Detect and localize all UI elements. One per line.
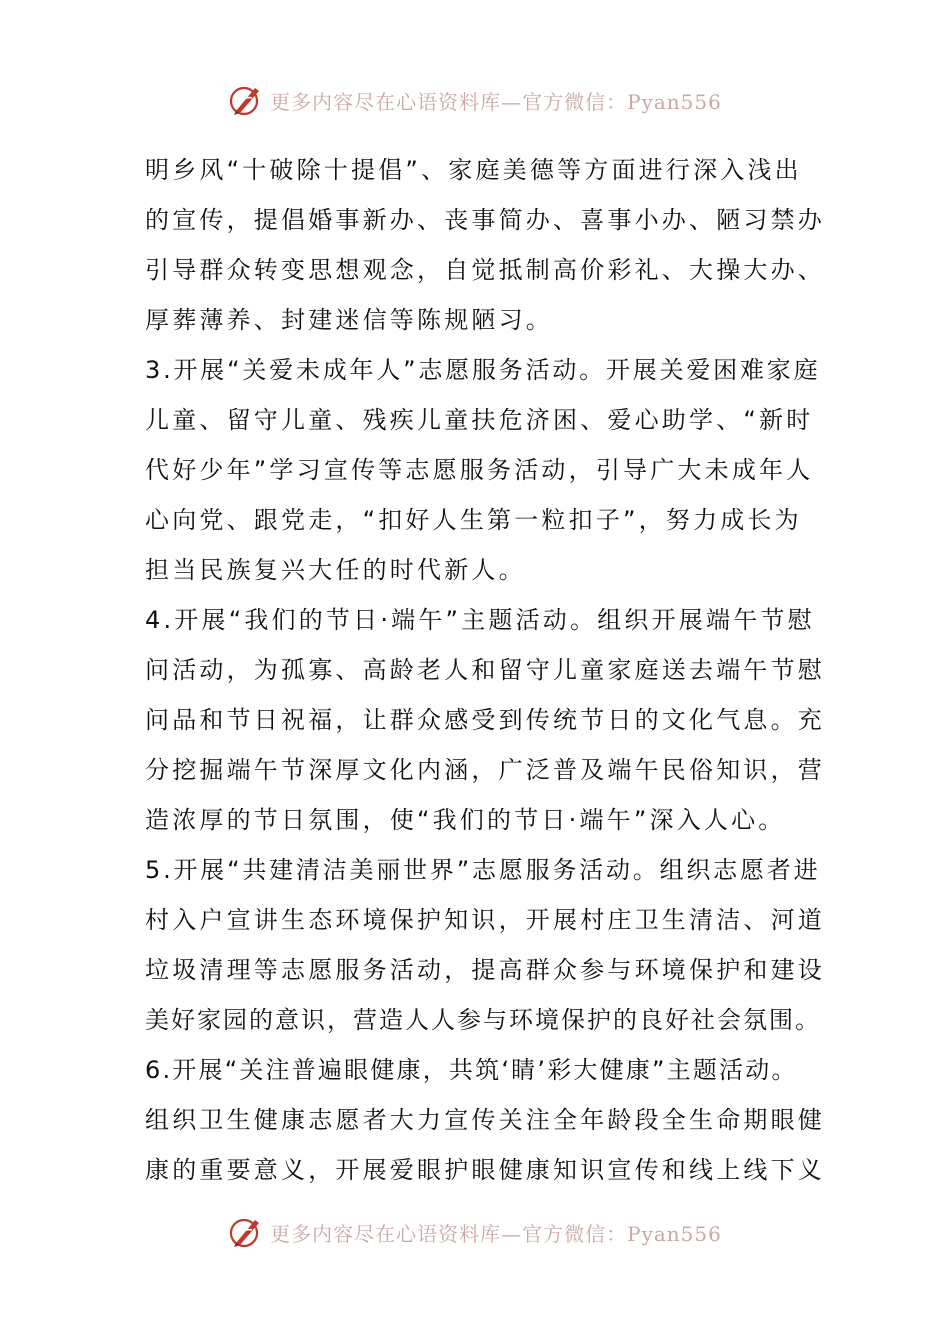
- text-line: 代好少年”学习宣传等志愿服务活动，引导广大未成年人: [145, 456, 814, 484]
- text-line: 担当民族复兴大任的时代新人。: [145, 556, 526, 584]
- text-line: 儿童、留守儿童、残疾儿童扶危济困、爱心助学、“新时: [145, 406, 814, 434]
- text-line: 分挖掘端午节深厚文化内涵，广泛普及端午民俗知识，营: [145, 756, 825, 784]
- pen-logo-icon: [228, 82, 264, 118]
- text-line: 6.开展“关注普遍眼健康，共筑‘睛’彩大健康”主题活动。: [145, 1056, 798, 1084]
- text-line: 问活动，为孤寡、高龄老人和留守儿童家庭送去端午节慰: [145, 656, 825, 684]
- pen-logo-icon: [228, 1214, 264, 1250]
- footer-banner-text: 更多内容尽在心语资料库—官方微信：Pyan556: [270, 1221, 722, 1246]
- text-line: 心向党、跟党走，“扣好人生第一粒扣子”，努力成长为: [145, 506, 802, 534]
- text-line: 问品和节日祝福，让群众感受到传统节日的文化气息。充: [145, 706, 825, 734]
- text-line: 村入户宣讲生态环境保护知识，开展村庄卫生清洁、河道: [145, 906, 825, 934]
- text-line: 康的重要意义，开展爱眼护眼健康知识宣传和线上线下义: [145, 1156, 825, 1184]
- text-line: 组织卫生健康志愿者大力宣传关注全年龄段全生命期眼健: [145, 1106, 825, 1134]
- text-line: 垃圾清理等志愿服务活动，提高群众参与环境保护和建设: [145, 956, 825, 984]
- text-line: 引导群众转变思想观念，自觉抵制高价彩礼、大操大办、: [145, 256, 825, 284]
- text-line: 3.开展“关爱未成年人”志愿服务活动。开展关爱困难家庭: [145, 356, 821, 384]
- text-line: 厚葬薄养、封建迷信等陈规陋习。: [145, 306, 553, 334]
- text-line: 美好家园的意识，营造人人参与环境保护的良好社会氛围。: [145, 1006, 821, 1034]
- text-line: 明乡风“十破除十提倡”、家庭美德等方面进行深入浅出: [145, 156, 802, 184]
- document-body: [145, 145, 825, 1195]
- footer-banner: [0, 1212, 950, 1252]
- text-line: 的宣传，提倡婚事新办、丧事简办、喜事小办、陋习禁办: [145, 206, 825, 234]
- header-banner-text: 更多内容尽在心语资料库—官方微信：Pyan556: [270, 89, 722, 114]
- text-line: 5.开展“共建清洁美丽世界”志愿服务活动。组织志愿者进: [145, 856, 821, 884]
- text-line: 造浓厚的节日氛围，使“我们的节日·端午”深入人心。: [145, 806, 786, 834]
- header-banner: [0, 80, 950, 120]
- text-line: 4.开展“我们的节日·端午”主题活动。组织开展端午节慰: [145, 606, 815, 634]
